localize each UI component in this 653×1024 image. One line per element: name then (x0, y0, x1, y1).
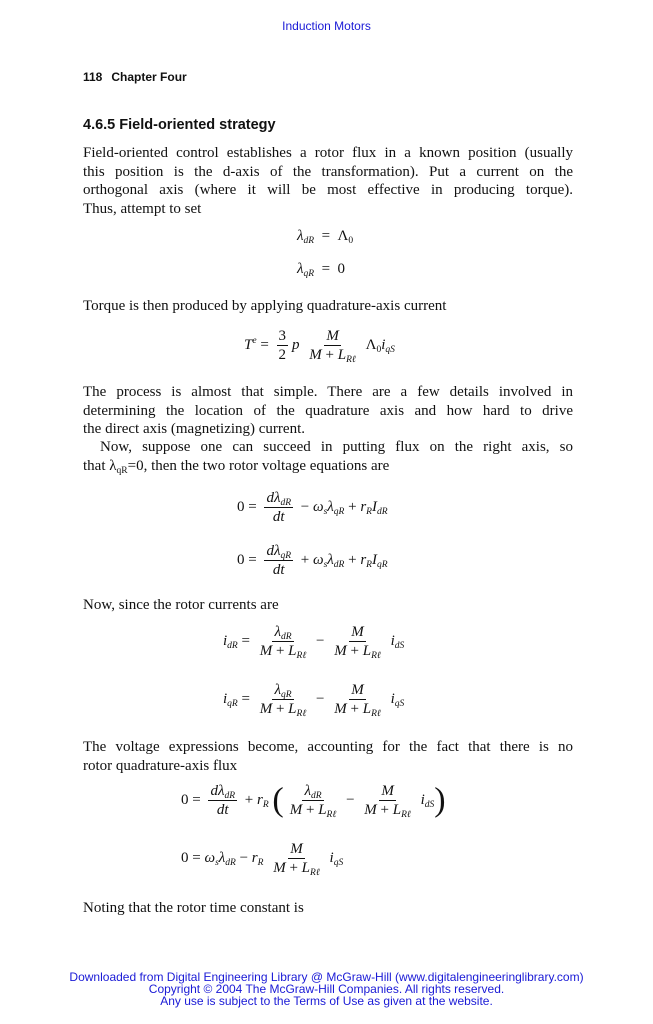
text-line: Field-oriented control establishes a rotor flux in a known position (usually (83, 145, 573, 161)
equation-current-d: $i_{dR}$ = $\frac{\lambda_{dR}}{M + L_{R\ell}}$ − $\frac{M}{M + L_{R\ell}}$ $i_{dS}$ (223, 624, 405, 661)
running-head: Induction Motors (282, 19, 371, 33)
paragraph-intro (83, 144, 573, 218)
text-line: Torque is then produced by applying quadrature-axis current (83, 298, 447, 314)
equation-voltage-final-d: 0 = $\frac{d\lambda_{dR}}{dt}$ + $r_R$ ( $\frac{\lambda_{dR}}{M + L_{R\ell}}$ − $\frac{M}{M + L_{R\ell}}$ $i_{dS}$) (181, 781, 446, 820)
paragraph-voltage-expressions (83, 738, 573, 775)
equation-torque: $T^e$ = $\frac{3}{2}$ p $\frac{M}{M + L_{R\ell}}$ $\Lambda_0i_{qS}$ (244, 328, 395, 365)
chapter-title: Chapter Four (111, 70, 187, 84)
text-line: this position is the d-axis of the transformation). Put a current on the (83, 163, 573, 180)
section-heading: 4.6.5 Field-oriented strategy (83, 117, 276, 133)
text-line: Now, since the rotor currents are (83, 597, 279, 613)
text-line: determining the location of the quadrature axis and how hard to drive (83, 402, 573, 419)
equation-flux-q: $\lambda_{qR} = 0$ (297, 261, 346, 279)
equation-flux-d: $\lambda_{dR} = \Lambda_0$ (297, 228, 354, 246)
paragraph-time-constant (83, 899, 573, 918)
footer-download-link[interactable]: Downloaded from Digital Engineering Library @ McGraw-Hill (www.digitalengineeringlibrary.com) (69, 970, 584, 984)
text-line: that $\lambda_{qR}=0$, then the two rotor voltage equations are (83, 457, 390, 476)
equation-rotor-voltage-q: 0 = $\frac{d\lambda_{qR}}{dt}$ + $\omega_s\lambda_{dR} + r_RI_{qR}$ (237, 543, 388, 578)
equation-current-q: $i_{qR}$ = $\frac{\lambda_{qR}}{M + L_{R\ell}}$ − $\frac{M}{M + L_{R\ell}}$ $i_{qS}$ (223, 682, 405, 719)
equation-voltage-final-q: $0 = \omega_s\lambda_{dR} - r_R$ $\frac{M}{M + L_{R\ell}}$ $i_{qS}$ (181, 841, 344, 878)
paragraph-process (83, 383, 573, 439)
text-line: orthogonal axis (where it will be most effective in producing torque). (83, 182, 573, 198)
footer-terms: Any use is subject to the Terms of Use as given at the website. (160, 994, 493, 1008)
text-line: Thus, attempt to set (83, 200, 202, 217)
text-line: rotor quadrature-axis flux (83, 757, 238, 774)
paragraph-torque (83, 297, 573, 316)
page-header (83, 70, 187, 84)
text-line: Now, suppose one can succeed in putting flux on the right axis, so (100, 439, 573, 455)
text-line: Noting that the rotor time constant is (83, 900, 304, 916)
paragraph-suppose (83, 438, 573, 475)
paragraph-currents (83, 596, 573, 615)
equation-rotor-voltage-d: 0 = $\frac{d\lambda_{dR}}{dt}$ − $\omega_s\lambda_{qR} + r_RI_{dR}$ (237, 490, 388, 525)
text-line: The voltage expressions become, accounting for the fact that there is no (83, 739, 573, 755)
text-line: the direct axis (magnetizing) current. (83, 421, 305, 437)
page-number: 118 (83, 70, 103, 84)
footer-copyright: Copyright © 2004 The McGraw-Hill Companies. All rights reserved. (148, 982, 505, 996)
text-line: The process is almost that simple. There are a few details involved in (83, 384, 573, 400)
